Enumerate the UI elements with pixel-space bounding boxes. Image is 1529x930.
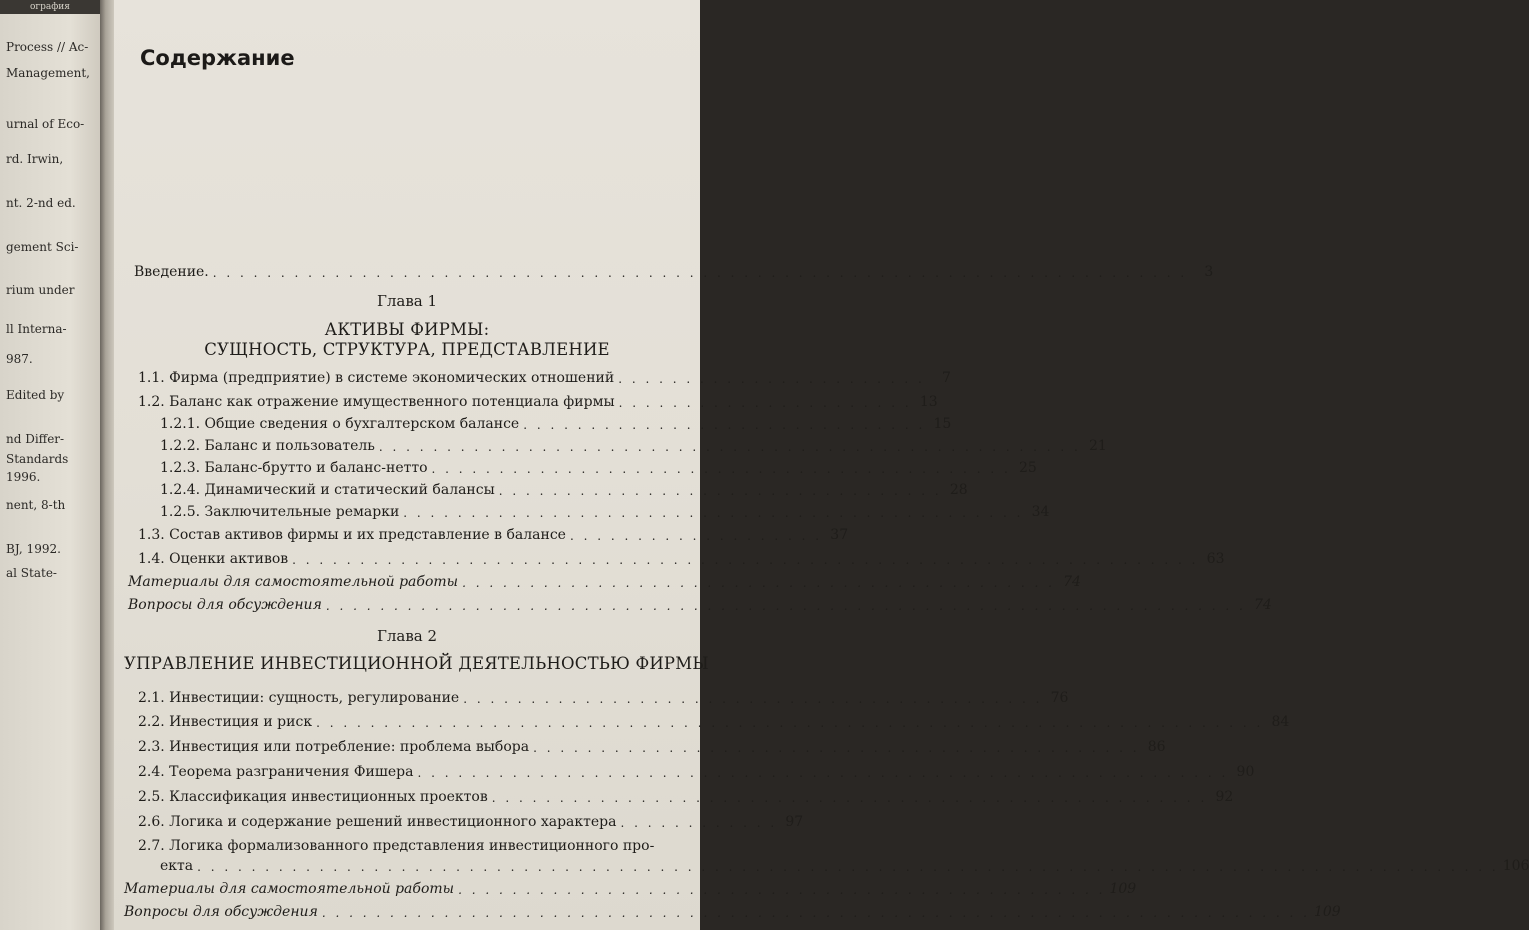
left-text-line: urnal of Eco-	[6, 117, 85, 131]
chapter-2-label: Глава 2	[376, 627, 438, 645]
chapter-1-label: Глава 1	[376, 292, 438, 310]
left-text-line: BJ, 1992.	[6, 542, 61, 556]
chapter-1-title-line1: АКТИВЫ ФИРМЫ:	[324, 320, 490, 339]
left-text-line: nd Differ-	[6, 432, 65, 446]
toc-entry: 2.1. Инвестиции: сущность, регулирование . . . . . . . . . . . . . . . . . . . . . . . . . . . . . . . . . . . . . . . . . . . 76	[138, 690, 1069, 706]
toc-leader: . . . . . . . . . . . . . . . . . . . . . . . . . . . . . . . . . . . . . . . . . . . . . . . . . . . . .	[491, 791, 1208, 805]
toc-leader: . . . . . . . . . . . . . . . . . . . . . .	[618, 396, 912, 410]
toc-leader: . . . . . . . . . . . . . . . . . . . . . . . . . . . . . . . . . . . . . . . . . . .	[431, 462, 1011, 476]
toc-entry-intro	[134, 258, 1214, 280]
toc-leader: . . . . . . . . . . . . . . . . . . .	[569, 529, 823, 543]
toc-leader: . . . . . . . . . . . . . . . . . . . . . . . . . . . . . . . . . . . . . . . . . . . .	[462, 576, 1055, 590]
toc-entry: 1.2.5. Заключительные ремарки . . . . . . . . . . . . . . . . . . . . . . . . . . . . . . . . . . . . . . . . . . . . . . 34	[160, 504, 1050, 520]
toc-leader: . . . . . . . . . . . . . . . . . . . . . . .	[618, 372, 925, 386]
toc-entry-label: Введение.	[134, 264, 209, 280]
toc-entry: 2.2. Инвестиция и риск . . . . . . . . . . . . . . . . . . . . . . . . . . . . . . . . . . . . . . . . . . . . . . . . . . . . . . . . . . . . . . . . . . . . . . 84	[138, 714, 1290, 730]
toc-entry: 2.4. Теорема разграничения Фишера . . . . . . . . . . . . . . . . . . . . . . . . . . . . . . . . . . . . . . . . . . . . . . . . . . . . . . . . . . . . 90	[138, 764, 1255, 780]
toc-entry: 2.7. Логика формализованного представления инвестиционного про-	[138, 838, 655, 854]
chapter-1-title-line2: СУЩНОСТЬ, СТРУКТУРА, ПРЕДСТАВЛЕНИЕ	[204, 340, 610, 359]
toc-leader: . . . . . . . . . . . . . . . . . . . . . . . . . . . . . . . . . . . . . . . . . . . . . . . . . . . . . . . . . . . .	[417, 766, 1229, 780]
left-text-line: rd. Irwin,	[6, 152, 64, 166]
toc-entry: 1.2.2. Баланс и пользователь . . . . . . . . . . . . . . . . . . . . . . . . . . . . . . . . . . . . . . . . . . . . . . . . . . . . 21	[160, 438, 1107, 454]
toc-leader: . . . . . . . . . . . . . . . . . . . . . . . . . . . . . . . . . . . . . . . . . . . . . . . . . . . . . . . . . . . . . . . . . . . . . . . . .	[321, 906, 1310, 920]
toc-entry: 2.6. Логика и содержание решений инвестиционного характера . . . . . . . . . . . . 97	[138, 814, 804, 830]
left-text-line: Edited by	[6, 388, 65, 402]
page-title: Содержание	[140, 46, 295, 70]
toc-leader: . . . . . . . . . . . . . . . . . . . . . . . . . . . . . . . . . . . . . . . . . . . . . . . . . . . . . . . . . . . . . . . . . . . . . . . . . . . . . . . . . . . . . . . . . . . . . . . .	[197, 860, 1499, 874]
left-page-header: ография	[0, 0, 100, 14]
toc-leader: . . . . . . . . . . . . . . . . . . . . . . . . . . . . . . . . . . . . . . . . . . . . . . . . . . . .	[378, 440, 1081, 454]
toc-leader: . . . . . . . . . . . . . . . . . . . . . . . . . . . . . . . . . . . . . . . . . . . . . . . . . . . . . . . . . . . . . . . . . . . . . .	[316, 716, 1264, 730]
left-text-line: ll Interna-	[6, 322, 67, 336]
chapter-2-title: УПРАВЛЕНИЕ ИНВЕСТИЦИОННОЙ ДЕЯТЕЛЬНОСТЬЮ ФИРМЫ	[124, 654, 709, 673]
toc-leader: . . . . . . . . . . . . . . . . . . . . . . . . . . . . . . . . . . . . . . . . . . . . . . . . . . . . . . . . . . . . . . . . . . . .	[325, 599, 1246, 613]
toc-page-number: 3	[1204, 264, 1214, 280]
left-text-line: 987.	[6, 352, 33, 366]
left-text-line: rium under	[6, 283, 75, 297]
toc-leader: . . . . . . . . . . . . . . . . . . . . . . . . . . . . . . . . . . . . . . . . . . . . . . . .	[458, 883, 1106, 897]
toc-leader: . . . . . . . . . . . .	[620, 816, 778, 830]
toc-entry: 1.1. Фирма (предприятие) в системе экономических отношений . . . . . . . . . . . . . . . . . . . . . . . 7	[138, 370, 951, 386]
toc-entry: Вопросы для обсуждения . . . . . . . . . . . . . . . . . . . . . . . . . . . . . . . . . . . . . . . . . . . . . . . . . . . . . . . . . . . . . . . . . . . . 74	[128, 597, 1272, 613]
toc-entry: 2.5. Классификация инвестиционных проектов . . . . . . . . . . . . . . . . . . . . . . . . . . . . . . . . . . . . . . . . . . . . . . . . . . . . . 92	[138, 789, 1234, 805]
toc-leader: . . . . . . . . . . . . . . . . . . . . . . . . . . . . . . . . .	[498, 484, 942, 498]
left-text-line: nt. 2-nd ed.	[6, 196, 76, 210]
toc-leader: . . . . . . . . . . . . . . . . . . . . . . . . . . . . . . . . . . . . . . . . . . .	[463, 692, 1043, 706]
left-text-line: Process // Ac-	[6, 40, 89, 54]
toc-leader: . . . . . . . . . . . . . . . . . . . . . . . . . . . . . . . . . . . . . . . . . . . . . . . . . . . . . . . . . . . . . . . . . . .	[292, 553, 1199, 567]
left-text-line: al State-	[6, 566, 57, 580]
toc-entry: 1.2.1. Общие сведения о бухгалтерском балансе . . . . . . . . . . . . . . . . . . . . . . . . . . . . . . 15	[160, 416, 952, 432]
toc-entry: Материалы для самостоятельной работы . . . . . . . . . . . . . . . . . . . . . . . . . . . . . . . . . . . . . . . . . . . . 74	[128, 574, 1081, 590]
toc-entry: 1.3. Состав активов фирмы и их представление в балансе . . . . . . . . . . . . . . . . . . . 37	[138, 527, 849, 543]
left-page-fragment	[0, 0, 100, 930]
toc-entry: 1.4. Оценки активов . . . . . . . . . . . . . . . . . . . . . . . . . . . . . . . . . . . . . . . . . . . . . . . . . . . . . . . . . . . . . . . . . . . 63	[138, 551, 1225, 567]
toc-entry: Материалы для самостоятельной работы . . . . . . . . . . . . . . . . . . . . . . . . . . . . . . . . . . . . . . . . . . . . . . . . 109	[124, 881, 1137, 897]
toc-leader: . . . . . . . . . . . . . . . . . . . . . . . . . . . . . . . . . . . . . . . . . . . . .	[533, 741, 1140, 755]
toc-entry: 1.2.4. Динамический и статический балансы . . . . . . . . . . . . . . . . . . . . . . . . . . . . . . . . . 28	[160, 482, 968, 498]
toc-entry: 1.2.3. Баланс-брутто и баланс-нетто . . . . . . . . . . . . . . . . . . . . . . . . . . . . . . . . . . . . . . . . . . . 25	[160, 460, 1037, 476]
toc-leader: . . . . . . . . . . . . . . . . . . . . . . . . . . . . . .	[523, 418, 926, 432]
toc-entry: 1.2. Баланс как отражение имущественного потенциала фирмы . . . . . . . . . . . . . . . . . . . . . . 13	[138, 394, 938, 410]
toc-leader: . . . . . . . . . . . . . . . . . . . . . . . . . . . . . . . . . . . . . . . . . . . . . . . . . . . . . . . . . . . . . . . . . . . . . . . .	[212, 266, 1188, 280]
book-gutter	[100, 0, 114, 930]
toc-entry: екта . . . . . . . . . . . . . . . . . . . . . . . . . . . . . . . . . . . . . . . . . . . . . . . . . . . . . . . . . . . . . . . . . . . . . . . . . . . . . . . . . . . . . . . . . . . . . . . . 106	[160, 858, 1529, 874]
toc-entry: 2.3. Инвестиция или потребление: проблема выбора . . . . . . . . . . . . . . . . . . . . . . . . . . . . . . . . . . . . . . . . . . . . . 86	[138, 739, 1166, 755]
left-text-line: Standards	[6, 452, 69, 466]
toc-entry: Вопросы для обсуждения . . . . . . . . . . . . . . . . . . . . . . . . . . . . . . . . . . . . . . . . . . . . . . . . . . . . . . . . . . . . . . . . . . . . . . . . . 109	[124, 904, 1341, 920]
toc-leader: . . . . . . . . . . . . . . . . . . . . . . . . . . . . . . . . . . . . . . . . . . . . . .	[403, 506, 1024, 520]
left-text-line: nent, 8-th	[6, 498, 66, 512]
left-text-line: gement Sci-	[6, 240, 79, 254]
left-text-line: 1996.	[6, 470, 41, 484]
toc-page	[114, 0, 1529, 930]
left-text-line: Management,	[6, 66, 90, 80]
